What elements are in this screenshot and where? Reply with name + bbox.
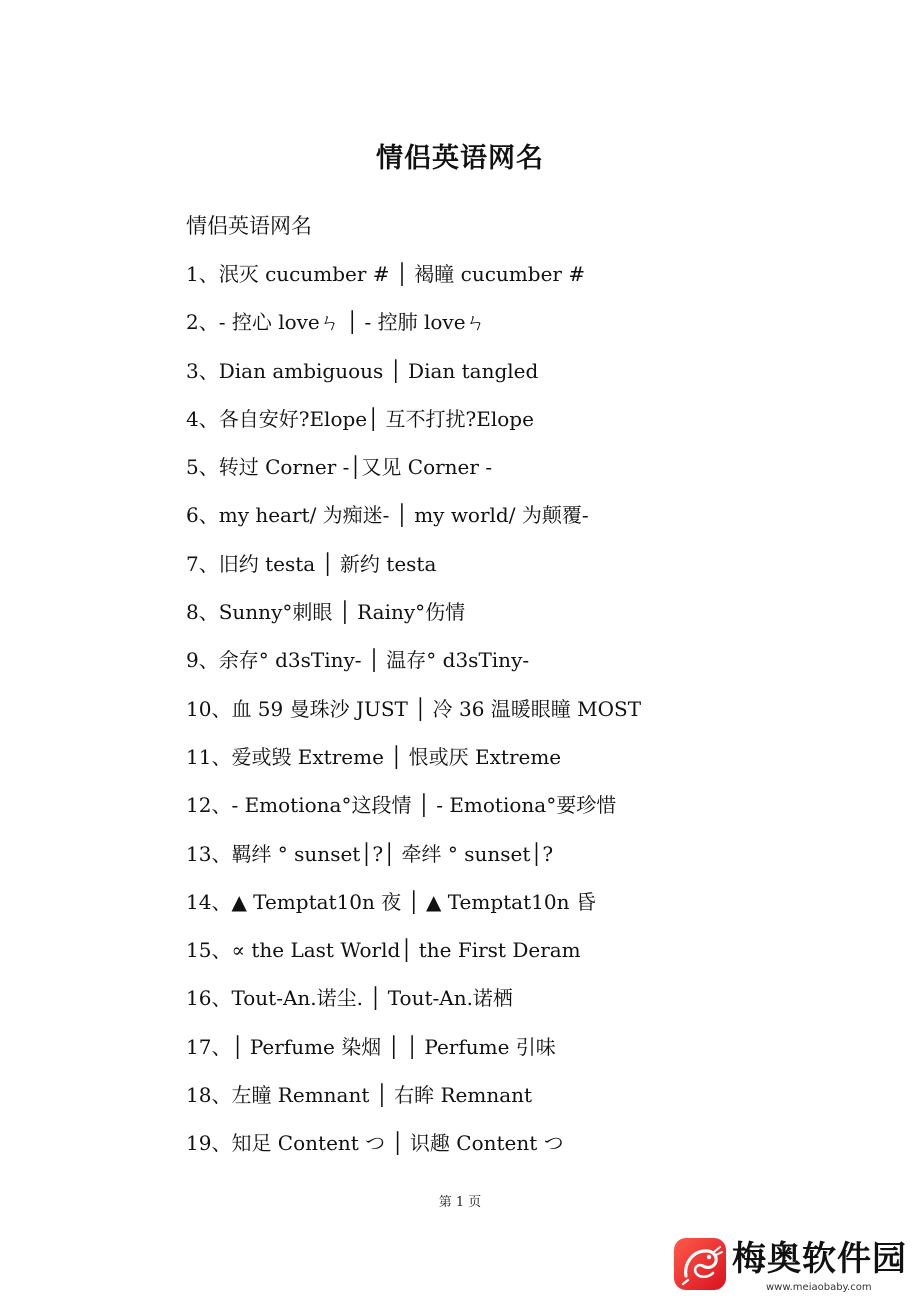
document-title: 情侣英语网名 (376, 143, 544, 174)
list-item: 9、余存° d3sTiny- │ 温存° d3sTiny- (186, 648, 530, 673)
page-number: 第 1 页 (438, 1195, 482, 1210)
list-item: 4、各自安好?Elope│ 互不打扰?Elope (186, 406, 534, 431)
list-item: 16、Tout-An.诺尘. │ Tout-An.诺栖 (186, 986, 513, 1011)
list-item: 3、Dian ambiguous │ Dian tangled (186, 358, 539, 383)
list-item: 8、Sunny°刺眼 │ Rainy°伤情 (186, 600, 466, 625)
watermark-brand-name: 梅奥软件园 (732, 1239, 907, 1279)
watermark (670, 1236, 914, 1298)
list-item: 1、泯灭 cucumber # │ 褐瞳 cucumber # (186, 262, 586, 286)
list-item: 6、my heart/ 为痴迷- │ my world/ 为颠覆- (186, 503, 589, 528)
list-item: 7、旧约 testa │ 新约 testa (186, 551, 437, 576)
list-item: 14、▲ Temptat10n 夜 │ ▲ Temptat10n 昏 (186, 889, 596, 914)
list-item: 5、转过 Corner -│又见 Corner - (186, 455, 493, 480)
list-item: 12、- Emotiona°这段情 │ - Emotiona°要珍惜 (186, 793, 617, 818)
list-item: 11、爱或毁 Extreme │ 恨或厌 Extreme (186, 744, 562, 769)
list-item: 18、左瞳 Remnant │ 右眸 Remnant (186, 1083, 533, 1108)
list-item: 17、│ Perfume 染烟 │ │ Perfume 引味 (186, 1034, 556, 1059)
list-item: 19、知足 Content つ │ 识趣 Content つ (186, 1131, 564, 1156)
list-item: 13、羁绊 ° sunset│?│ 牵绊 ° sunset│? (186, 841, 554, 866)
name-list (186, 258, 641, 1176)
list-item: 15、∝ the Last World│ the First Deram (186, 938, 581, 963)
list-item: 10、血 59 曼珠沙 JUST │ 冷 36 温暖眼瞳 MOST (186, 696, 642, 721)
document-subtitle: 情侣英语网名 (186, 214, 312, 238)
dragon-logo-icon (674, 1238, 726, 1290)
watermark-url: www.meiaobaby.com (766, 1282, 872, 1293)
list-item: 2、- 控心 loveㄣ │ - 控肺 loveㄣ (186, 310, 486, 335)
